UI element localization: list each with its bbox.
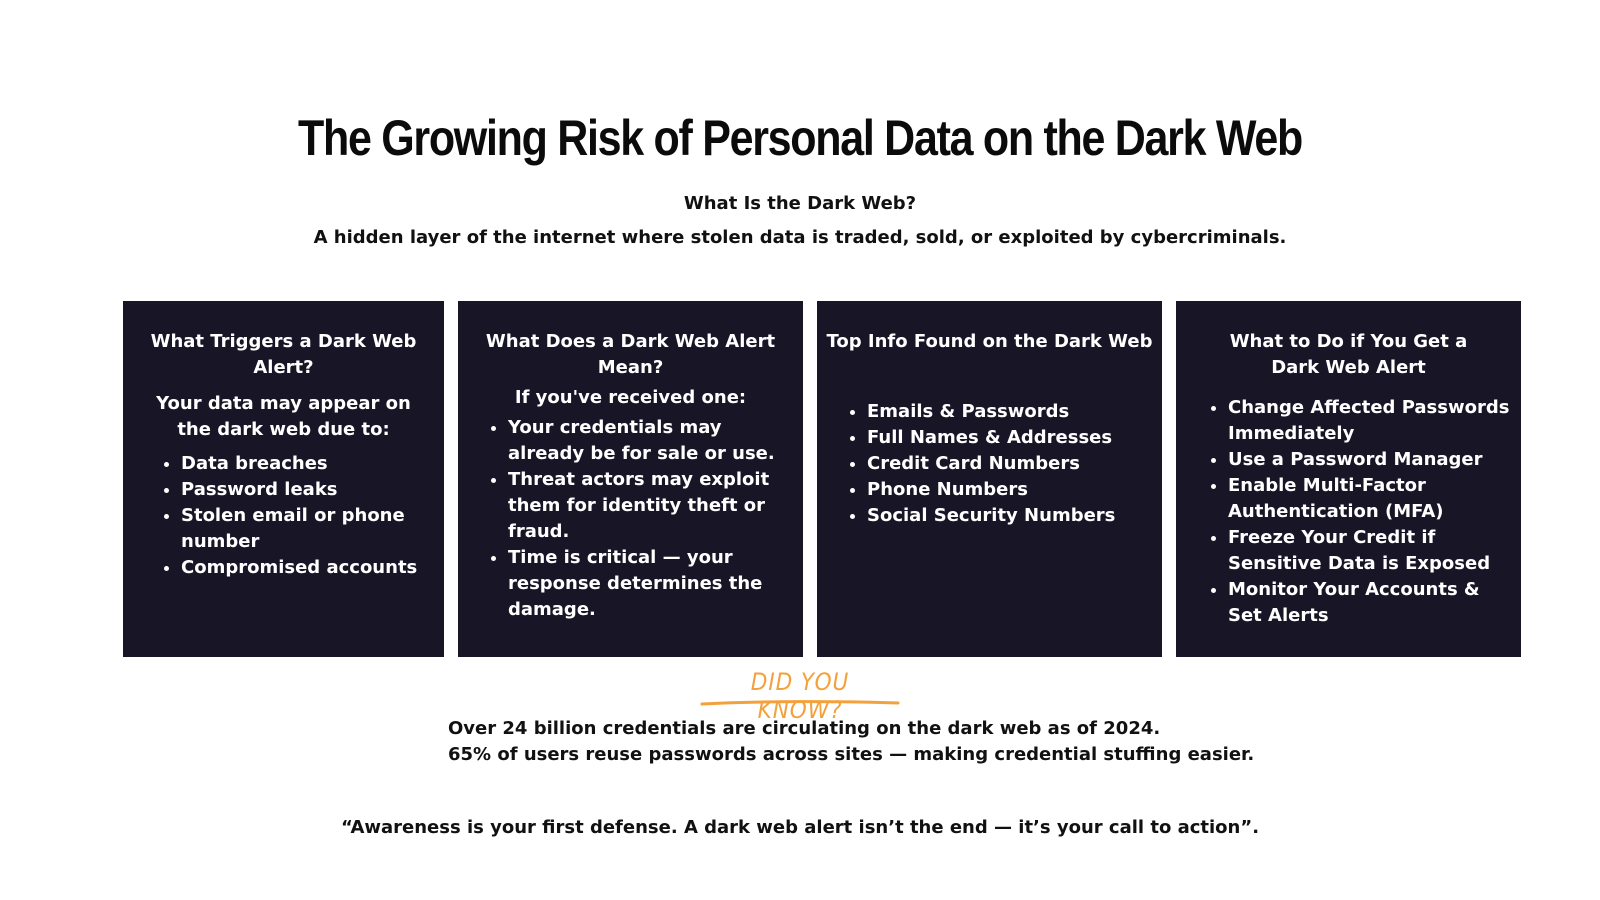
list-item: • Monitor Your Accounts & Set Alerts — [1228, 577, 1513, 629]
card-heading: What Does a Dark Web Alert Mean? — [485, 331, 776, 378]
list-item: • Emails & Passwords — [867, 399, 1154, 425]
facts-block — [448, 716, 1254, 768]
list-item: • Compromised accounts — [181, 555, 438, 581]
intro-answer: A hidden layer of the internet where stolen data is traded, sold, or exploited by cybercriminals. — [313, 227, 1287, 248]
fact-line: 65% of users reuse passwords across sites — making credential stuffing easier. — [448, 744, 1255, 765]
card-heading: What to Do if You Get a Dark Web Alert — [1229, 331, 1468, 378]
card-intro: Your data may appear on the dark web due to: — [156, 393, 411, 440]
card-intro: If you've received one: — [514, 387, 747, 408]
card-alert-meaning — [458, 301, 803, 657]
list-item: • Use a Password Manager — [1228, 447, 1513, 473]
card-heading: Top Info Found on the Dark Web — [826, 331, 1153, 352]
list-item: • Your credentials may already be for sale or use. — [508, 415, 795, 467]
card-heading: What Triggers a Dark Web Alert? — [150, 331, 417, 378]
underline-stroke — [700, 698, 900, 708]
card-what-to-do — [1176, 301, 1521, 657]
card-list — [825, 399, 1154, 529]
page-title: The Growing Risk of Personal Data on the Dark Web — [297, 110, 1303, 166]
list-item: • Enable Multi-Factor Authentication (MFA) — [1228, 473, 1513, 525]
list-item: • Stolen email or phone number — [181, 503, 438, 555]
card-list — [466, 415, 795, 623]
did-you-know-text: DID YOU KNOW? — [750, 668, 850, 724]
list-item: • Change Affected Passwords Immediately — [1228, 395, 1513, 447]
list-item: • Threat actors may exploit them for identity theft or fraud. — [508, 467, 795, 545]
list-item: • Phone Numbers — [867, 477, 1154, 503]
card-list — [1184, 395, 1513, 629]
list-item: • Data breaches — [181, 451, 438, 477]
list-item: • Time is critical — your response determines the damage. — [508, 545, 795, 623]
list-item: • Social Security Numbers — [867, 503, 1154, 529]
list-item: • Full Names & Addresses — [867, 425, 1154, 451]
intro-question: What Is the Dark Web? — [683, 193, 917, 214]
card-top-info — [817, 301, 1162, 657]
list-item: • Freeze Your Credit if Sensitive Data is Exposed — [1228, 525, 1513, 577]
did-you-know-label — [700, 668, 900, 724]
card-alert-triggers — [123, 301, 444, 657]
list-item: • Password leaks — [181, 477, 438, 503]
list-item: • Credit Card Numbers — [867, 451, 1154, 477]
fact-line: Over 24 billion credentials are circulating on the dark web as of 2024. — [448, 718, 1161, 739]
closing-quote: “Awareness is your first defense. A dark web alert isn’t the end — it’s your call to action”. — [340, 817, 1260, 838]
card-list — [129, 451, 438, 581]
